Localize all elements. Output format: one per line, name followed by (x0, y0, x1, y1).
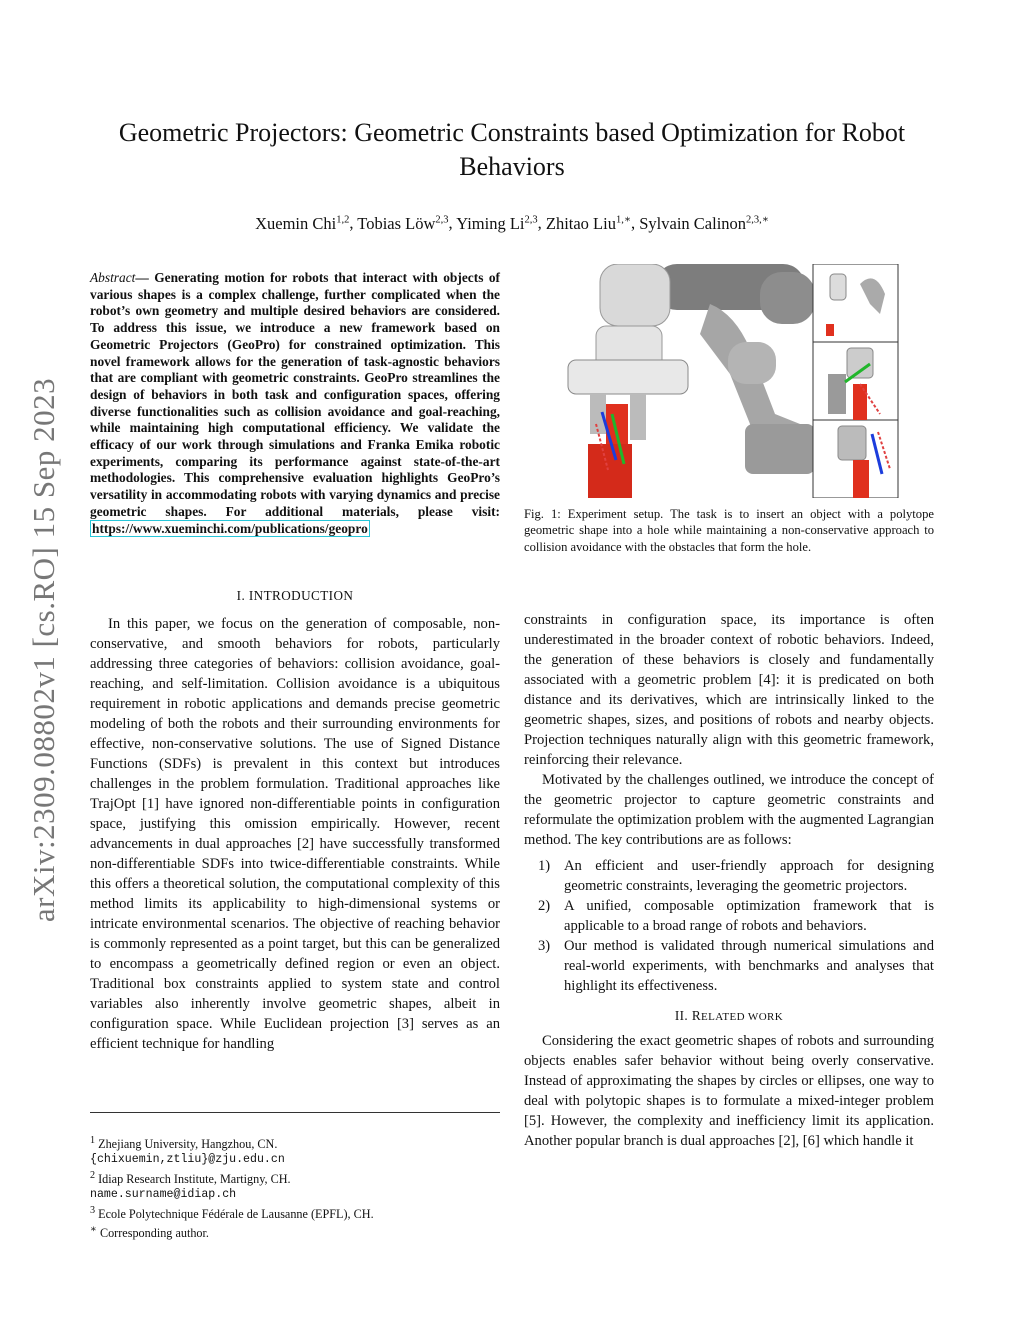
paragraph: In this paper, we focus on the generation of composable, non-conservative, and smooth behaviors for robots, particularly addressing three categories of behaviors: collision avoidance, goal-reaching, and self-limitation. Collision avoidance is a ubiquitous requirement in robotic applications and demands precise geometric modeling of both the robots and their surrounding environments for effective, non-conservative solutions. The use of Signed Distance Functions (SDFs) is prevalent in this context but introduces challenges in the problem formulation. Traditional approaches like TrajOpt [1] have ignored non-differentiable points in configuration space, justifying this omission empirically. However, recent advancements in dual approaches [2] have successfully transformed non-differentiable SDFs into twice-differentiable constraints. While this offers a theoretical solution, the computational complexity of this method limits its applicability to high-dimensional systems or intricate environmental scenarios. The objective of reaching behavior is commonly represented as a point target, but this can be generalized to encompass a geometrically defined region or even an object. Traditional box constraints applied to system state and control variables also inherently involve geometric shapes, albeit in configuration space. While Euclidean projection [3] serves as an efficient technique for handling (90, 616, 500, 1052)
footnote: $^1$ Zhejiang University, Hangzhou, CN. (90, 1135, 278, 1152)
figure-caption (524, 506, 934, 555)
footnote-email: name.surname@idiap.ch (90, 1188, 237, 1202)
footnotes (90, 1133, 510, 1241)
footnote-divider (90, 1112, 500, 1113)
paper-title: Geometric Projectors: Geometric Constraints based Optimization for Robot Behaviors (118, 118, 906, 181)
intro-left-column (90, 614, 500, 1054)
paragraph: Motivated by the challenges outlined, we introduce the concept of the geometric projector to capture geometric constraints and reformulate the optimization problem with the augmented Lagrangian method. The key contributions are as follows: (524, 772, 934, 848)
author: Sylvain Calinon$^{2,3,∗}$ (639, 213, 769, 233)
section-heading-related-work: II. RELATED WORK (674, 1008, 784, 1023)
list-item: 3) Our method is validated through numerical simulations and real-world experiments, with benchmarks and analyses that highlight its effectiveness. (538, 938, 934, 994)
footnote: ∗ Corresponding author. (90, 1224, 209, 1241)
author-list: Xuemin Chi$^{1,2}$, Tobias Löw$^{2,3}$, Yiming Li$^{2,3}$, Zhitao Liu$^{1,∗}$, Sylvain Calinon$^{2,3,∗}$ (255, 213, 769, 233)
figure-caption-text: Experiment setup. The task is to insert an object with a polytope geometric shape into a hole while maintaining a non-conservative approach to collision avoidance with the obstacles that form the hole. (524, 507, 934, 554)
section-heading-introduction: I. INTRODUCTION (236, 588, 354, 603)
contributions-list (524, 856, 934, 996)
footnote-email: {chixuemin,ztliu}@zju.edu.cn (90, 1153, 285, 1167)
paragraph: Considering the exact geometric shapes of robots and surrounding objects enables safer behavior without being overly conservative. Instead of approximating the shapes by circles or ellipses, one way to deal with polytopic shapes is to formulate a mixed-integer problem [5]. However, the complexity and inefficiency limit its application. Another popular branch is dual approaches [2], [6] which handle it (524, 1033, 934, 1149)
author: Yiming Li$^{2,3}$ (456, 213, 538, 233)
footnote: $^3$ Ecole Polytechnique Fédérale de Lausanne (EPFL), CH. (90, 1205, 374, 1222)
list-item: 2) A unified, composable optimization framework that is applicable to a broad range of robots and behaviors. (538, 898, 934, 934)
list-item: 1) An efficient and user-friendly approach for designing geometric constraints, leveraging the geometric projectors. (538, 858, 934, 894)
author: Tobias Löw$^{2,3}$ (357, 213, 449, 233)
figure-robot-experiment-image (560, 264, 900, 498)
abstract: Abstract— Generating motion for robots that interact with objects of various shapes is a complex challenge, further complicated when the robot’s own geometry and multiple desired behaviors are considered. To address this issue, we introduce a new framework based on Geometric Projectors (GeoPro) for constrained optimization. This novel framework allows for the generation of task-agnostic behaviors that are compliant with geometric constraints. GeoPro streamlines the design of behaviors in both task and configuration spaces, offering diverse functionalities such as collision avoidance and goal-reaching, while maintaining high computational efficiency. We validate the efficacy of our work through simulations and Franka Emika robotic experiments, comparing its performance against state-of-the-art methodologies. This comprehensive evaluation highlights GeoPro’s versatility in accommodating robots with varying dynamics and precise geometric shapes. For additional materials, please visit: https://www.xueminchi.com/publications/geopro (90, 270, 500, 536)
arxiv-identifier-stamp: arXiv:2309.08802v1 [cs.RO] 15 Sep 2023 (26, 377, 61, 923)
abstract-label: Abstract (90, 270, 136, 285)
project-url-link[interactable]: https://www.xueminchi.com/publications/geopro (92, 520, 368, 536)
author: Xuemin Chi$^{1,2}$ (255, 213, 350, 233)
paragraph: constraints in configuration space, its importance is often underestimated in the broader context of robotic behaviors. Indeed, the generation of these behaviors is closely and fundamentally associated with a geometric problem [4]: it is predicated on both distance and its derivatives, which are intrinsically linked to the geometric shapes, sizes, and positions of robots and nearby objects. Projection techniques naturally align with this geometric framework, reinforcing their relevance. (524, 612, 934, 768)
author: Zhitao Liu$^{1,∗}$ (545, 213, 631, 233)
intro-right-column (524, 610, 934, 1151)
figure-caption-label: Fig. 1: (524, 507, 561, 521)
abstract-text: Generating motion for robots that interact with objects of various shapes is a complex challenge, further complicated when the robot’s own geometry and multiple desired behaviors are considered. To address this issue, we introduce a new framework based on Geometric Projectors (GeoPro) for constrained optimization. This novel framework allows for the generation of task-agnostic behaviors that are compliant with geometric constraints. GeoPro streamlines the design of behaviors in both task and configuration spaces, offering diverse functionalities such as collision avoidance and goal-reaching, while maintaining high computational efficiency. We validate the efficacy of our work through simulations and Franka Emika robotic experiments, comparing its performance against state-of-the-art methodologies. This comprehensive evaluation highlights GeoPro’s versatility in accommodating robots with varying dynamics and precise geometric shapes. For additional materials, please visit: (90, 270, 500, 519)
footnote: $^2$ Idiap Research Institute, Martigny, CH. (90, 1170, 291, 1187)
insertion-sequence-panels (813, 264, 898, 498)
